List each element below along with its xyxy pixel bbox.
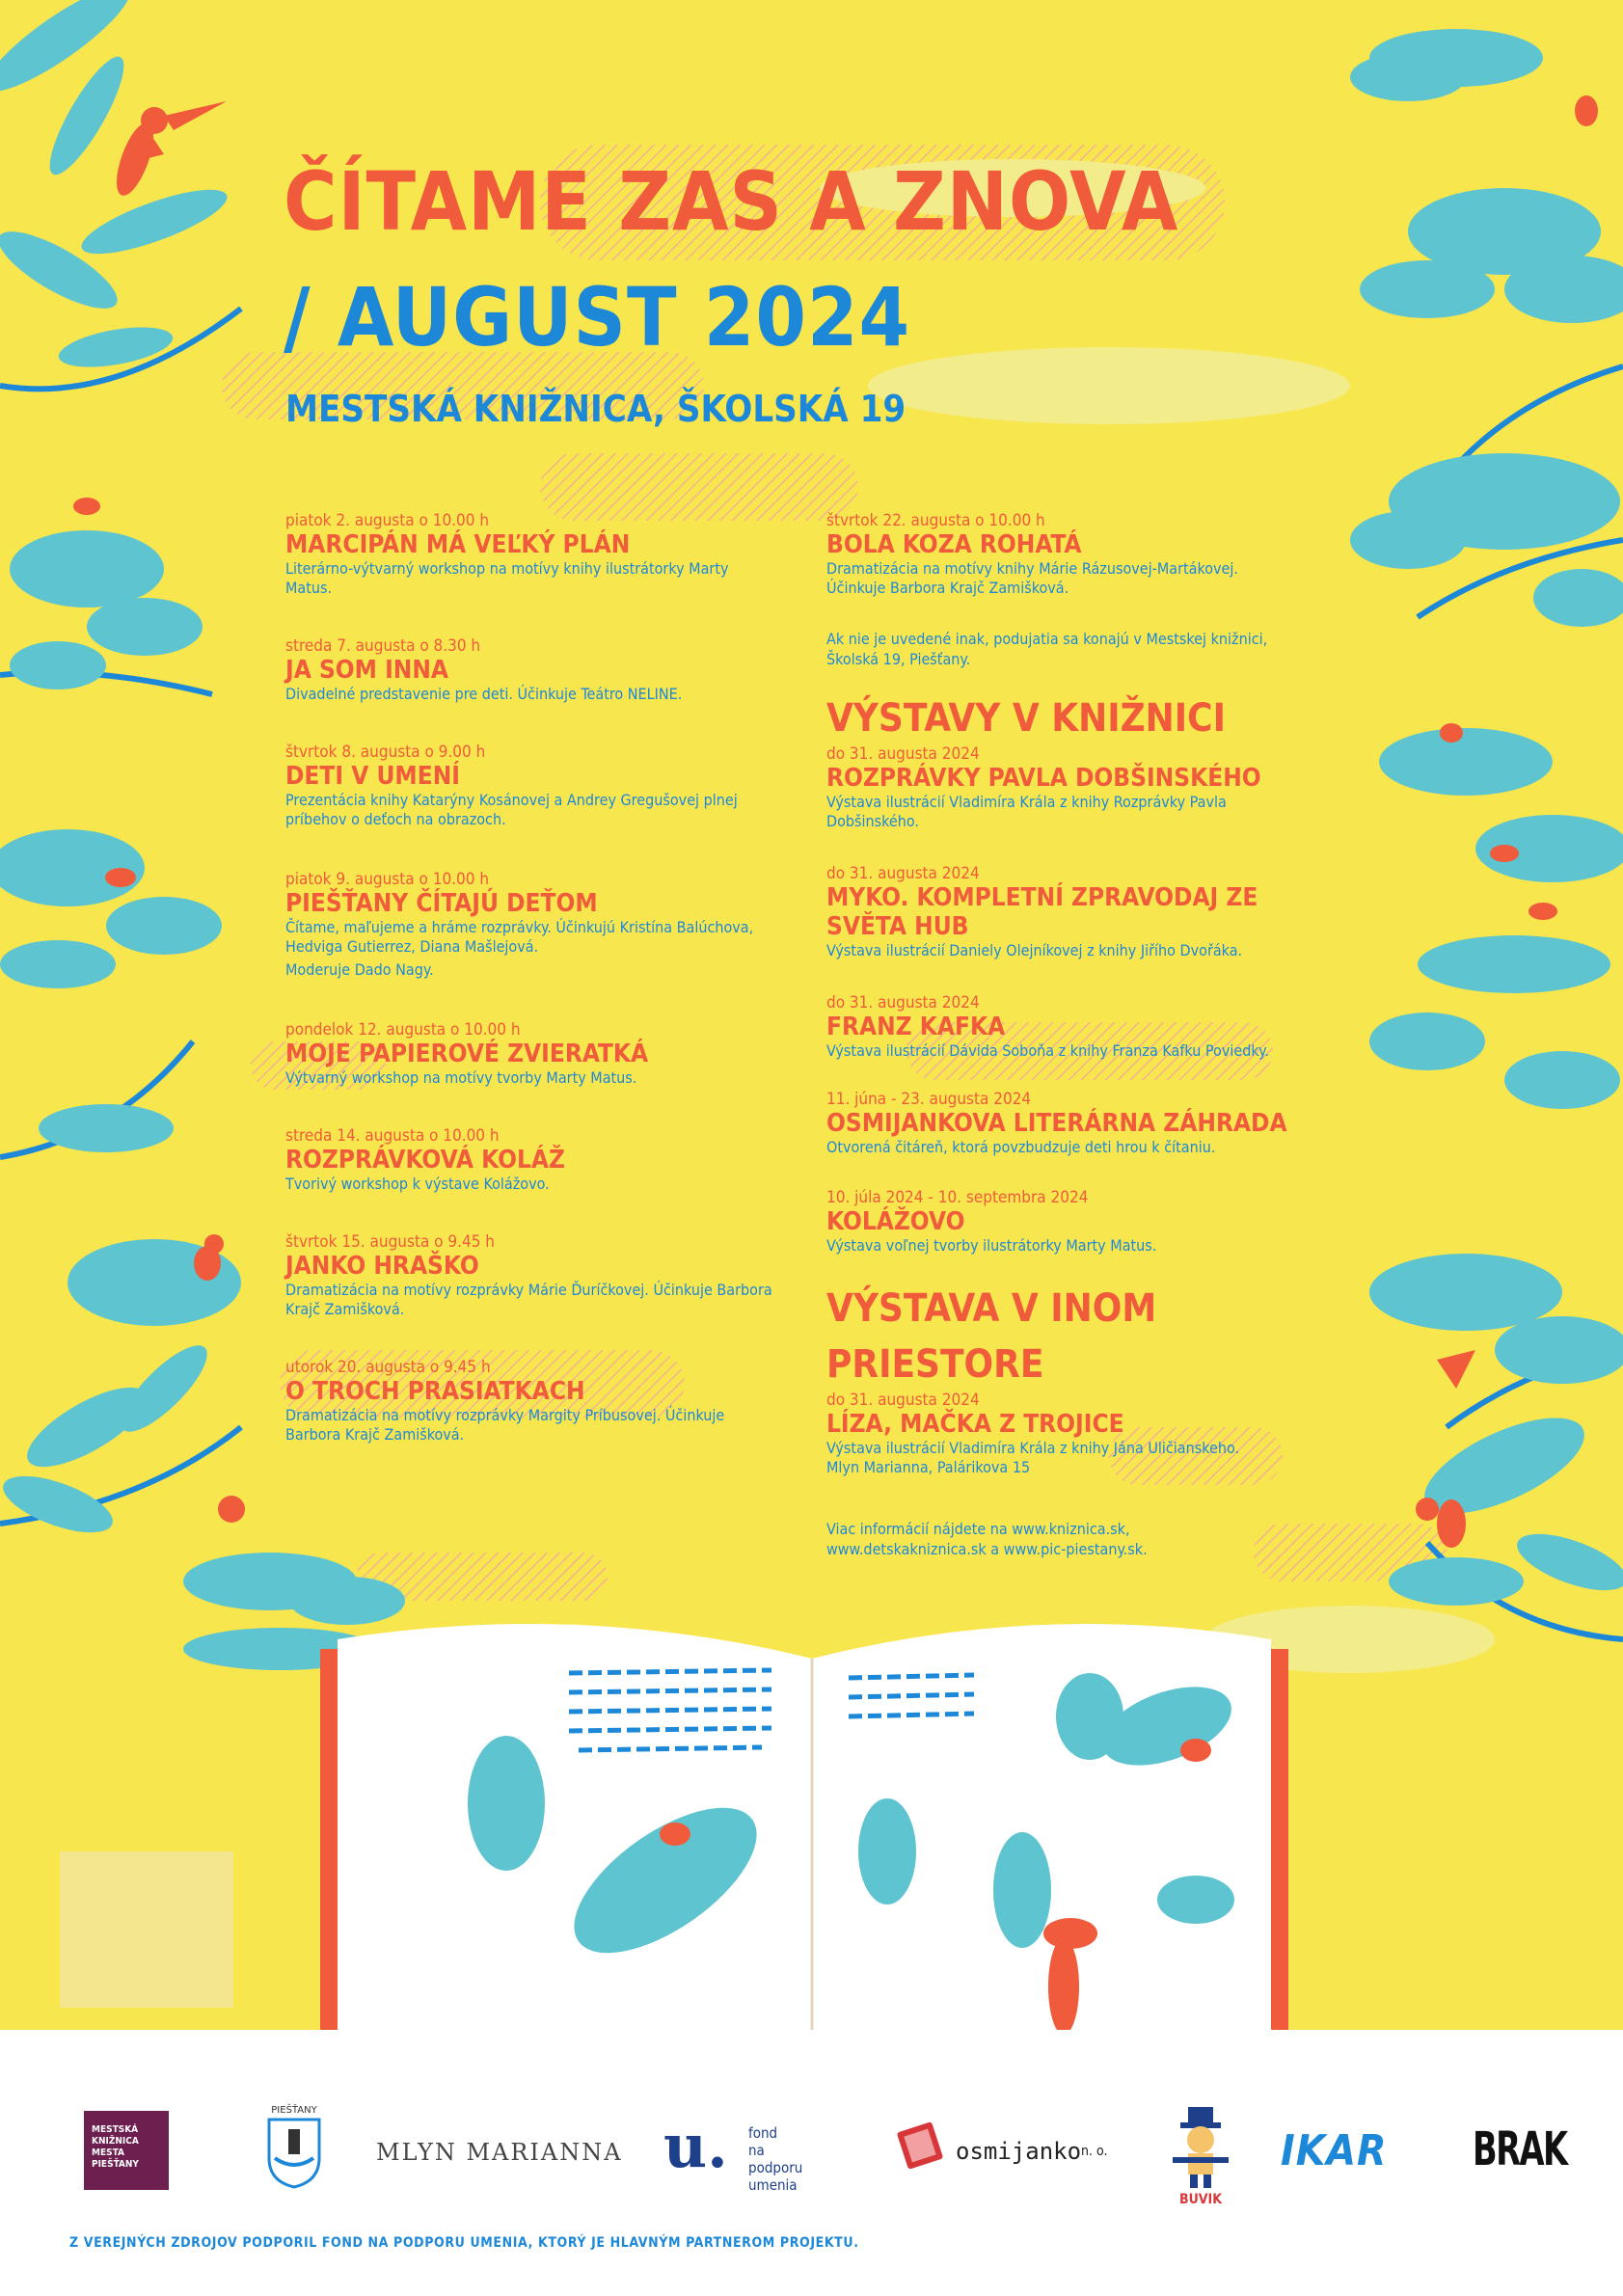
book-icon: [892, 2115, 952, 2174]
buvik-logo: BUVIK: [1167, 2105, 1234, 2209]
exhibition-item: [826, 1391, 1299, 1477]
event-title: PIEŠŤANY ČÍTAJÚ DEŤOM: [285, 889, 598, 918]
event-date: piatok 9. augusta o 10.00 h: [285, 870, 490, 889]
footer: [0, 2030, 1623, 2296]
exhibition-description: Výstava ilustrácií Daniely Olejníkovej z knihy Jiřího Dvořáka.: [826, 941, 1243, 959]
event-item: [826, 511, 1299, 598]
event-date: streda 14. augusta o 10.00 h: [285, 1126, 500, 1146]
exhibition-title: LÍZA, MAČKA Z TROJICE: [826, 1410, 1124, 1439]
exhibition-item: [826, 744, 1299, 831]
poster-title: ČÍTAME ZAS A ZNOVA: [284, 154, 1179, 249]
venue: MESTSKÁ KNIŽNICA, ŠKOLSKÁ 19: [285, 388, 906, 430]
exhibition-description: Otvorená čitáreň, ktorá povzbudzuje deti hrou k čítaniu.: [826, 1138, 1216, 1156]
pale-square: [60, 1851, 233, 2008]
exhibition-description: Výstava ilustrácií Vladimíra Krála z knihy Rozprávky Pavla Dobšinského.: [826, 793, 1227, 830]
event-date: štvrtok 8. augusta o 9.00 h: [285, 743, 486, 762]
exhibition-address: Mlyn Marianna, Palárikova 15: [826, 1458, 1031, 1476]
exhibition-item: [826, 864, 1299, 960]
exhibition-date: do 31. augusta 2024: [826, 864, 980, 883]
event-item: [285, 870, 777, 980]
event-description: Prezentácia knihy Katarýny Kosánovej a Andrey Gregušovej plnej príbehov o deťoch na obrazoch.: [285, 791, 738, 828]
event-title: MOJE PAPIEROVÉ ZVIERATKÁ: [285, 1040, 649, 1068]
funding-credit: Z VEREJNÝCH ZDROJOV PODPORIL FOND NA PODPORU UMENIA, KTORÝ JE HLAVNÝM PARTNEROM PROJEKTU.: [69, 2235, 859, 2251]
exhibition-title: KOLÁŽOVO: [826, 1207, 965, 1236]
event-moderator: Moderuje Dado Nagy.: [285, 960, 434, 979]
event-description: Dramatizácia na motívy knihy Márie Rázusovej-Martákovej. Účinkuje Barbora Krajč Zamišková.: [826, 559, 1238, 597]
event-date: štvrtok 22. augusta o 10.00 h: [826, 511, 1045, 530]
exhibition-description: Výstava ilustrácií Dávida Soboňa z knihy Franza Kafku Poviedky.: [826, 1041, 1269, 1060]
event-description: Tvorivý workshop k výstave Kolážovo.: [285, 1175, 550, 1193]
event-title: BOLA KOZA ROHATÁ: [826, 530, 1082, 559]
venue-note: Ak nie je uvedené inak, podujatia sa konajú v Mestskej knižnici, Školská 19, Piešťany.: [826, 630, 1268, 668]
event-date: pondelok 12. augusta o 10.00 h: [285, 1020, 521, 1040]
exhibition-title: ROZPRÁVKY PAVLA DOBŠINSKÉHO: [826, 764, 1261, 793]
event-item: [285, 511, 777, 598]
event-title: ROZPRÁVKOVÁ KOLÁŽ: [285, 1146, 565, 1175]
exhibitions-heading: VÝSTAVY V KNIŽNICI: [826, 696, 1226, 741]
exhibition-description: Výstava voľnej tvorby ilustrátorky Marty Matus.: [826, 1236, 1157, 1255]
exhibition-item: [826, 1090, 1299, 1157]
exhibition-title: OSMIJANKOVA LITERÁRNA ZÁHRADA: [826, 1109, 1287, 1138]
event-title: MARCIPÁN MÁ VEĽKÝ PLÁN: [285, 530, 631, 559]
event-description: Literárno-výtvarný workshop na motívy knihy ilustrátorky Marty Matus.: [285, 559, 729, 597]
library-logo: MESTSKÁ KNIŽNICA MESTA PIEŠŤANY: [84, 2111, 169, 2190]
event-description: Čítame, maľujeme a hráme rozprávky. Účinkujú Kristína Balúchova, Hedviga Gutierrez, Diana Mašlejová.: [285, 918, 754, 956]
buvik-character-icon: [1167, 2105, 1234, 2188]
event-description: Dramatizácia na motívy rozprávky Margity Príbusovej. Účinkuje Barbora Krajč Zamišková.: [285, 1406, 725, 1444]
poster-title-month: / AUGUST 2024: [284, 270, 911, 365]
event-description: Dramatizácia na motívy rozprávky Márie Ďuríčkovej. Účinkuje Barbora Krajč Zamišková.: [285, 1281, 772, 1318]
osmijanko-logo: osmijanko n. o.: [892, 2115, 1123, 2182]
exhibition-description: Výstava ilustrácií Vladimíra Krála z knihy Jána Uličianskeho.: [826, 1439, 1240, 1457]
event-title: JA SOM INNA: [285, 656, 449, 685]
event-item: [285, 1232, 777, 1319]
event-description: Výtvarný workshop na motívy tvorby Marty Matus.: [285, 1068, 637, 1087]
more-info: Viac informácií nájdete na www.kniznica.sk, www.detskakniznica.sk a www.pic-piestany.sk.: [826, 1520, 1148, 1558]
city-coat-of-arms-icon: [265, 2116, 323, 2189]
open-book: [320, 1624, 1288, 2030]
event-date: streda 7. augusta o 8.30 h: [285, 636, 481, 656]
event-title: DETI V UMENÍ: [285, 762, 460, 791]
event-date: piatok 2. augusta o 10.00 h: [285, 511, 490, 530]
event-title: O TROCH PRASIATKACH: [285, 1377, 585, 1406]
event-item: [285, 1358, 777, 1445]
exhibition-date: do 31. augusta 2024: [826, 744, 980, 764]
fpu-logo: u. fond na podporu umenia: [663, 2111, 803, 2194]
ikar-logo: IKAR: [1281, 2126, 1388, 2175]
exhibition-item: [826, 993, 1299, 1061]
exhibition-item: [826, 1188, 1299, 1256]
event-item: [285, 743, 777, 829]
exhibition-date: 10. júla 2024 - 10. septembra 2024: [826, 1188, 1089, 1207]
event-item: [285, 636, 777, 704]
exhibition-date: do 31. augusta 2024: [826, 1391, 980, 1410]
right-foliage: [1350, 29, 1623, 1639]
exhibition-date: 11. júna - 23. augusta 2024: [826, 1090, 1032, 1109]
exhibition-title: FRANZ KAFKA: [826, 1013, 1006, 1041]
event-item: [285, 1126, 777, 1194]
event-date: štvrtok 15. augusta o 9.45 h: [285, 1232, 495, 1252]
other-venue-heading: VÝSTAVA V INOM PRIESTORE: [826, 1286, 1157, 1387]
event-item: [285, 1020, 777, 1088]
city-logo: PIEŠŤANY: [256, 2105, 333, 2198]
mlyn-marianna-logo: MLYN MARIANNA: [376, 2139, 623, 2166]
exhibition-date: do 31. augusta 2024: [826, 993, 980, 1013]
event-description: Divadelné predstavenie pre deti. Účinkuje Teátro NELINE.: [285, 685, 683, 703]
exhibition-title: MYKO. KOMPLETNÍ ZPRAVODAJ ZE SVĚTA HUB: [826, 883, 1258, 941]
brak-logo: BRAK: [1473, 2122, 1567, 2176]
event-title: JANKO HRAŠKO: [285, 1252, 479, 1281]
event-date: utorok 20. augusta o 9.45 h: [285, 1358, 491, 1377]
